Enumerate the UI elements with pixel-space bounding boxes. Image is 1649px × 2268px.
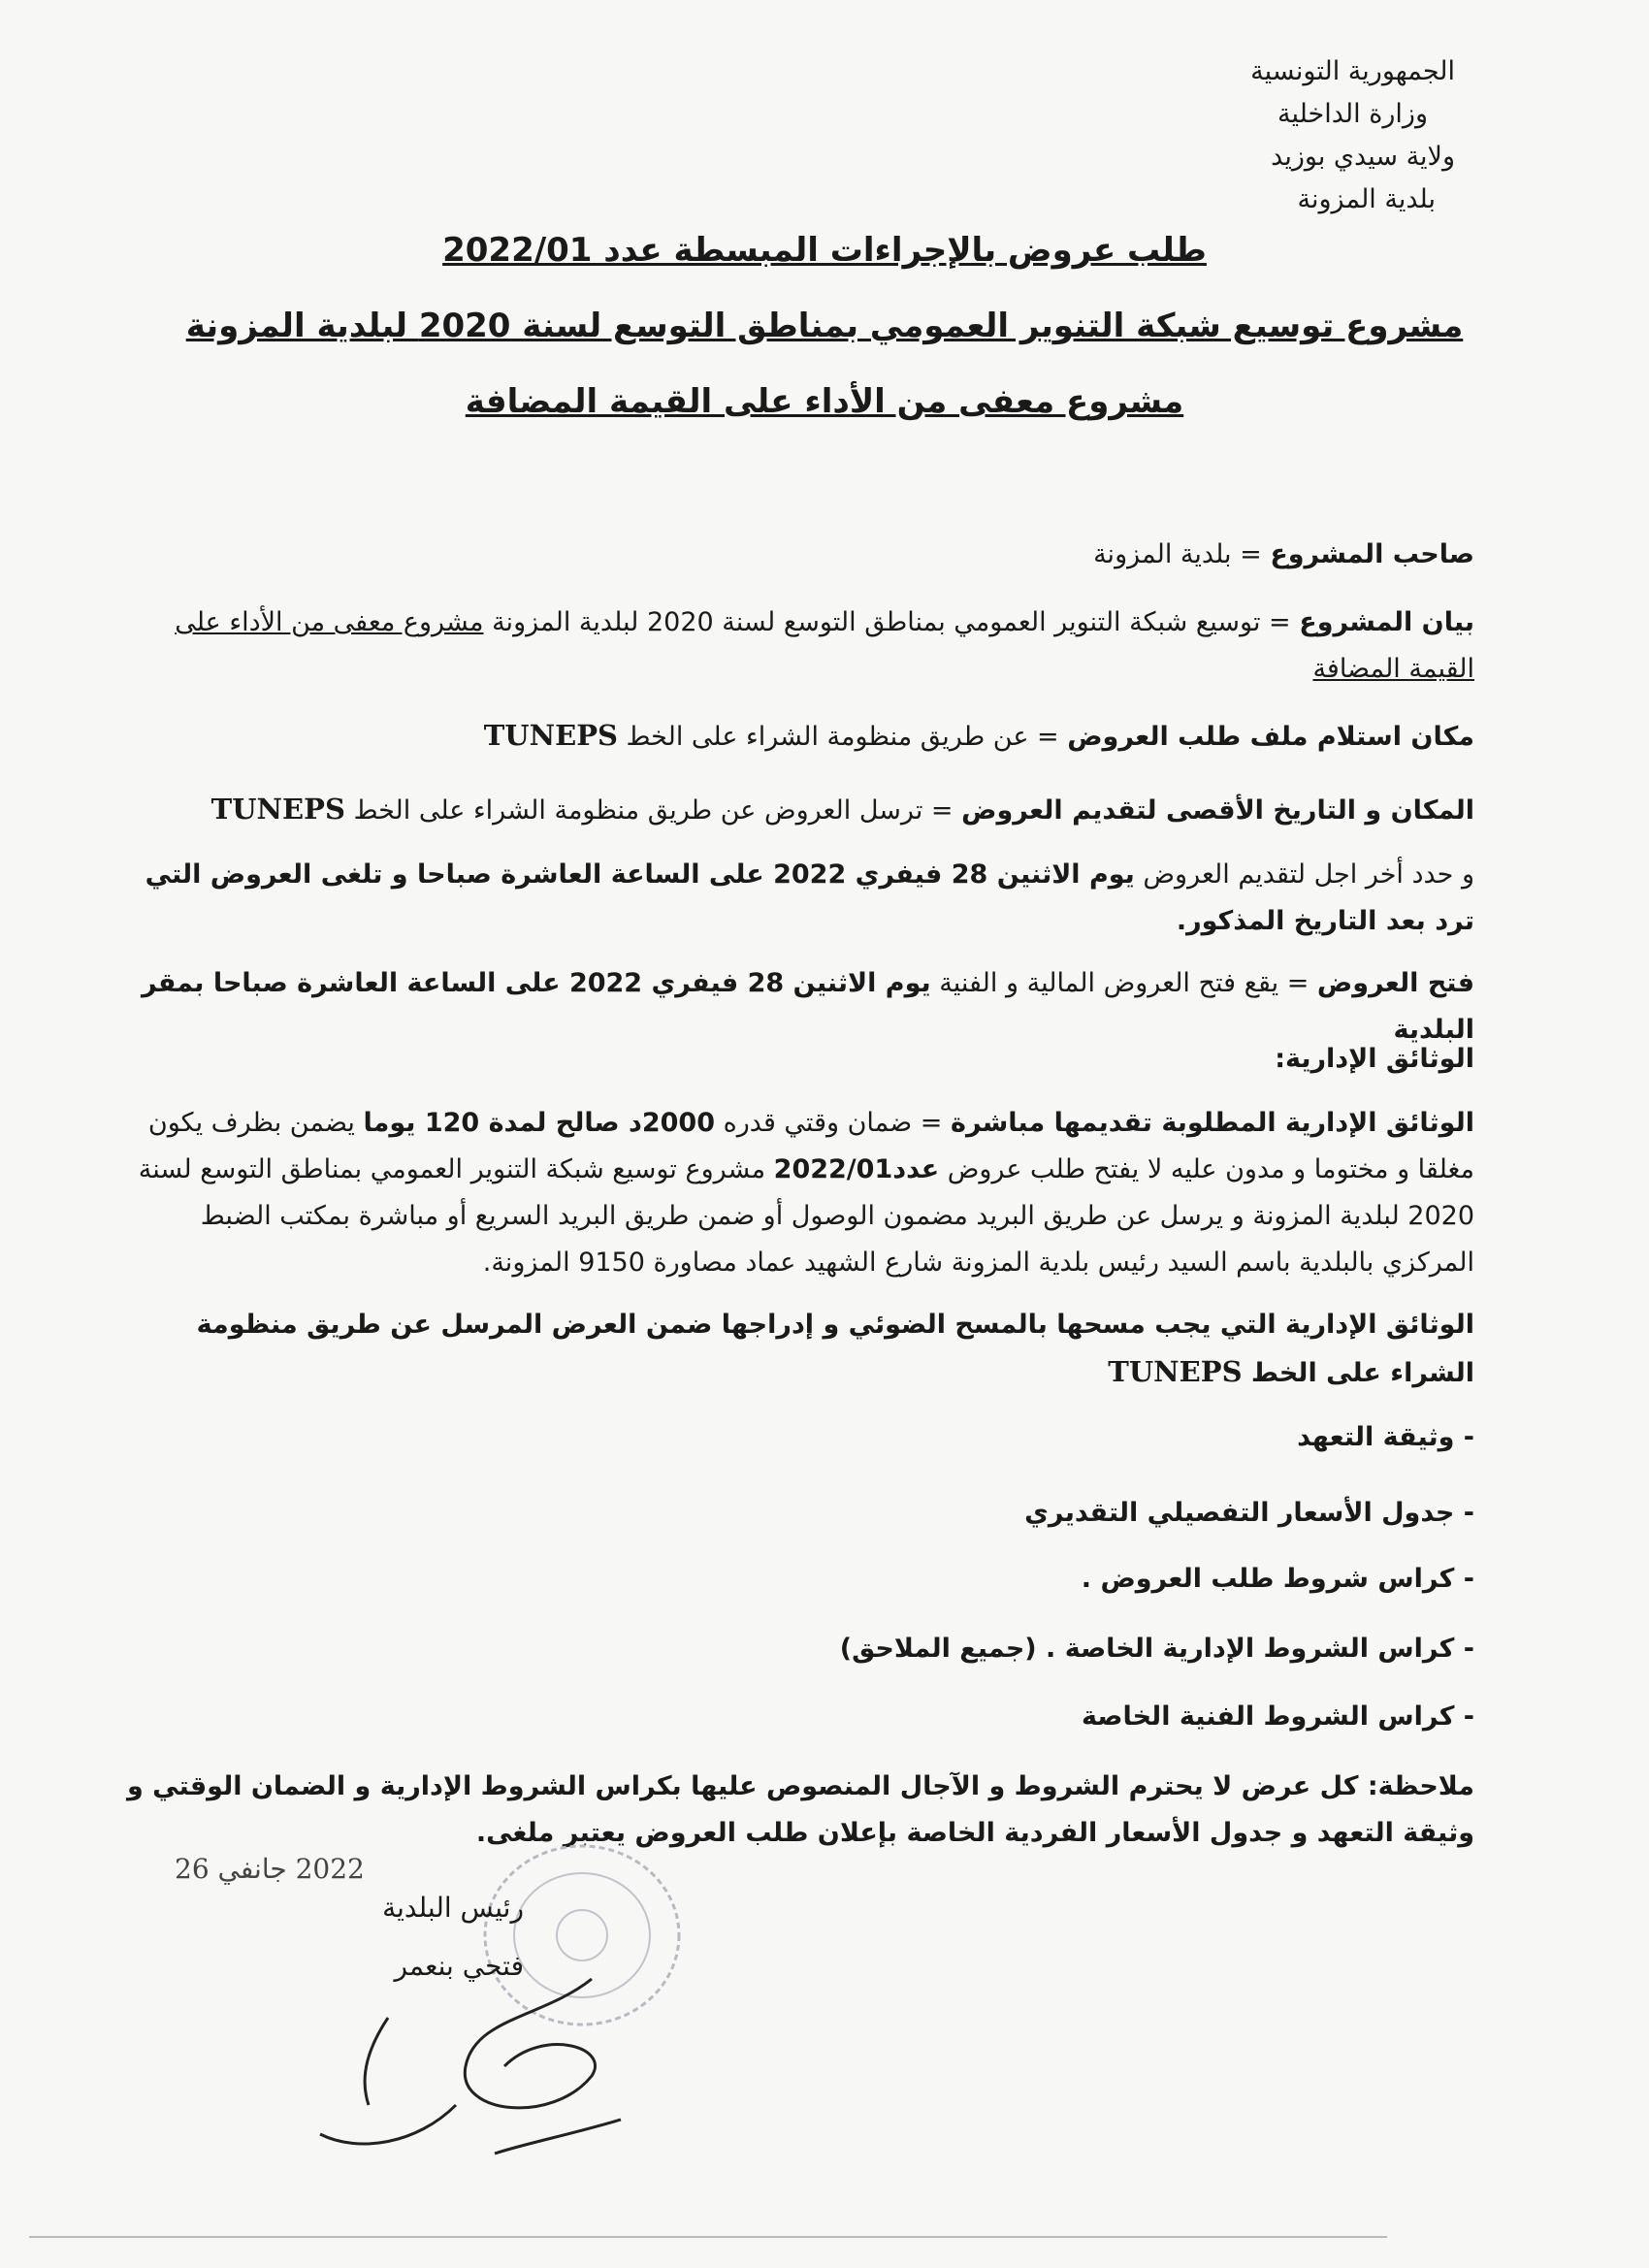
direct-docs-label: الوثائق الإدارية المطلوبة تقديمها مباشرة (951, 1108, 1474, 1138)
submission-label: المكان و التاريخ الأقصى لتقديم العروض (961, 795, 1474, 826)
signature-name: فتحي بنعمر (394, 1950, 524, 1982)
receipt-label: مكان استلام ملف طلب العروض (1067, 722, 1474, 752)
direct-docs-paragraph (126, 1100, 1474, 1286)
list-item: - وثيقة التعهد (1297, 1422, 1474, 1452)
page-bottom-rule (29, 2236, 1387, 2238)
opening-date: يوم الاثنين 28 فيفري 2022 على الساعة العاشرة صباحا بمقر البلدية (141, 968, 1474, 1045)
scan-docs-paragraph (126, 1302, 1474, 1397)
receipt-paragraph (126, 712, 1474, 761)
owner-label: صاحب المشروع (1270, 539, 1474, 569)
tender-title: طلب عروض بالإجراءات المبسطة عدد 2022/01 (442, 231, 1207, 270)
note-paragraph: ملاحظة: كل عرض لا يحترم الشروط و الآجال المنصوص عليها بكراس الشروط الإدارية و الضمان الوقتي و وثيقة التعهد و جدول الأسعار الفردية الخاصة بإعلان طلب العروض يعتبر ملغى. (126, 1771, 1474, 1848)
project-title: مشروع توسيع شبكة التنوير العمومي بمناطق التوسع لسنة 2020 لبلدية المزونة (185, 307, 1464, 345)
signature-block (175, 1843, 582, 2154)
scan-docs-text: الوثائق الإدارية التي يجب مسحها بالمسح الضوئي و إدراجها ضمن العرض المرسل عن طريق منظومة الشراء على الخط (196, 1310, 1474, 1388)
issuer-header (1145, 50, 1455, 221)
owner-value: = بلدية المزونة (1093, 539, 1271, 569)
project-value: = توسيع شبكة التنوير العمومي بمناطق التوسع لسنة 2020 لبلدية المزونة (483, 607, 1300, 637)
submission-paragraph (126, 786, 1474, 834)
list-item: - كراس الشروط الإدارية الخاصة . (جميع الملاحق) (839, 1634, 1474, 1664)
vat-exempt-title: مشروع معفى من الأداء على القيمة المضافة (465, 382, 1184, 421)
deadline-paragraph (126, 852, 1474, 945)
opening-value: = يقع فتح العروض المالية و الفنية (930, 968, 1317, 998)
project-paragraph (126, 599, 1474, 693)
project-label: بيان المشروع (1299, 607, 1474, 637)
opening-label: فتح العروض (1316, 968, 1474, 998)
list-item: - كراس الشروط الفنية الخاصة (1082, 1701, 1474, 1732)
direct-docs-text2: يضمن بظرف يكون مغلقا و مختوما و مدون عليه لا يفتح طلب عروض (147, 1108, 1474, 1184)
handwritten-signature (301, 1960, 650, 2173)
signature-date: 2022 جانفي 26 (175, 1853, 365, 1885)
header-republic: الجمهورية التونسية (1250, 56, 1455, 86)
direct-docs-text1: = ضمان وقتي قدره (715, 1108, 951, 1138)
receipt-value: = عن طريق منظومة الشراء على الخط (617, 722, 1068, 752)
tender-number: عدد2022/01 (773, 1154, 940, 1184)
owner-paragraph (126, 532, 1474, 578)
header-ministry: وزارة الداخلية (1277, 99, 1428, 129)
direct-docs-text3: مشروع توسيع شبكة التنوير العمومي بمناطق التوسع لسنة 2020 لبلدية المزونة و يرسل عن طريق البريد مضمون الوصول أو ضمن طريق البريد السريع أو مباشرة بمكتب الضبط المركزي بالبلدية باسم السيد رئيس بلدية المزونة شارع الشهيد عماد مصاورة 9150 المزونة. (138, 1154, 1474, 1278)
project-exempt-note: مشروع معفى من الأداء على القيمة المضافة (175, 607, 1474, 684)
submission-tuneps: TUNEPS (210, 793, 345, 826)
receipt-tuneps: TUNEPS (483, 719, 618, 752)
list-item: - جدول الأسعار التفصيلي التقديري (1024, 1498, 1474, 1528)
admin-docs-heading: الوثائق الإدارية: (1275, 1044, 1474, 1074)
scan-docs-tuneps: TUNEPS (1108, 1355, 1243, 1388)
guarantee-amount: 2000د صالح لمدة 120 يوما (363, 1108, 715, 1138)
header-governorate: ولاية سيدي بوزيد (1271, 142, 1455, 172)
signature-title: رئيس البلدية (382, 1892, 524, 1924)
list-item: - كراس شروط طلب العروض . (1081, 1564, 1474, 1594)
submission-value: = ترسل العروض عن طريق منظومة الشراء على الخط (344, 795, 962, 826)
deadline-date: يوم الاثنين 28 فيفري 2022 على الساعة العاشرة صباحا و تلغى العروض التي ترد بعد التاريخ المذكور. (145, 859, 1474, 936)
header-municipality: بلدية المزونة (1297, 184, 1436, 214)
deadline-intro: و حدد أخر اجل لتقديم العروض (1134, 859, 1474, 890)
